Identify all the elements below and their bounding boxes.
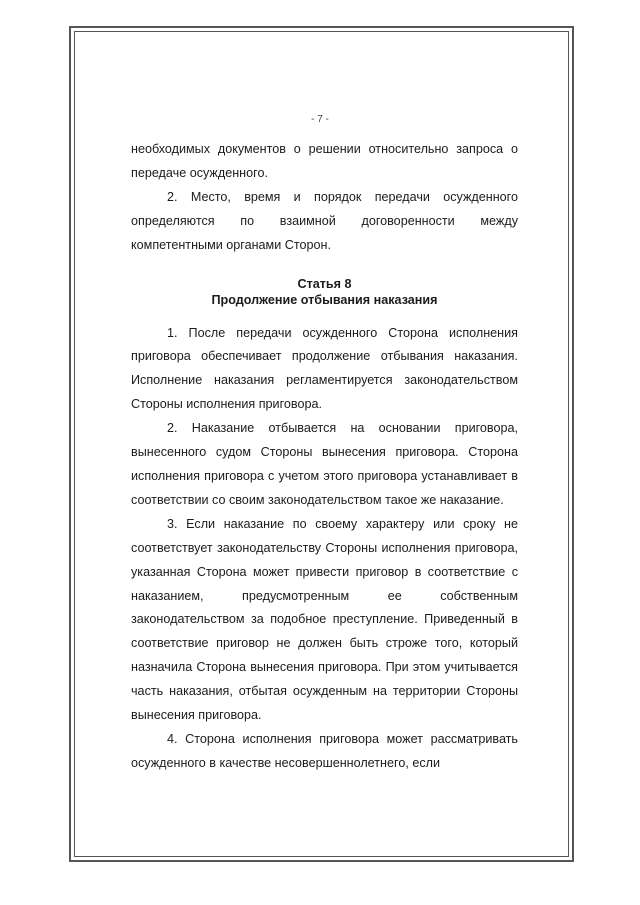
- article-number: Статья 8: [297, 276, 352, 291]
- paragraph-continuation: необходимых документов о решении относительно запроса о передаче осужденного.: [131, 142, 518, 180]
- article-heading: [131, 276, 518, 308]
- page-number: - 7 -: [311, 114, 329, 125]
- article-title: Продолжение отбывания наказания: [211, 292, 438, 307]
- paragraph-article-4: 4. Сторона исполнения приговора может рассматривать осужденного в качестве несовершеннолетнего, если: [131, 731, 518, 770]
- paragraph-article-1: 1. После передачи осужденного Сторона исполнения приговора обеспечивает продолжение отбывания наказания. Исполнение наказания регламентируется законодательством Стороны исполнения приговора.: [131, 325, 518, 412]
- document-body: [131, 138, 518, 776]
- paragraph-article-3: 3. Если наказание по своему характеру или сроку не соответствует законодательству Стороны исполнения приговора, указанная Сторона может привести приговор в соответствие с наказанием, предусмотренным ее собственным законодательством за подобное преступление. Приведенный в соответствие приговор не должен быть строже того, который назначила Сторона вынесения приговора. При этом учитывается часть наказания, отбытая осужденным на территории Стороны вынесения приговора.: [131, 516, 518, 723]
- paragraph-transfer-place: 2. Место, время и порядок передачи осужденного определяются по взаимной договоренности между компетентными органами Сторон.: [131, 189, 518, 252]
- paragraph-article-2: 2. Наказание отбывается на основании приговора, вынесенного судом Стороны вынесения приговора. Сторона исполнения приговора с учетом этого приговора устанавливает в соответствии со своим законодательством такое же наказание.: [131, 421, 518, 507]
